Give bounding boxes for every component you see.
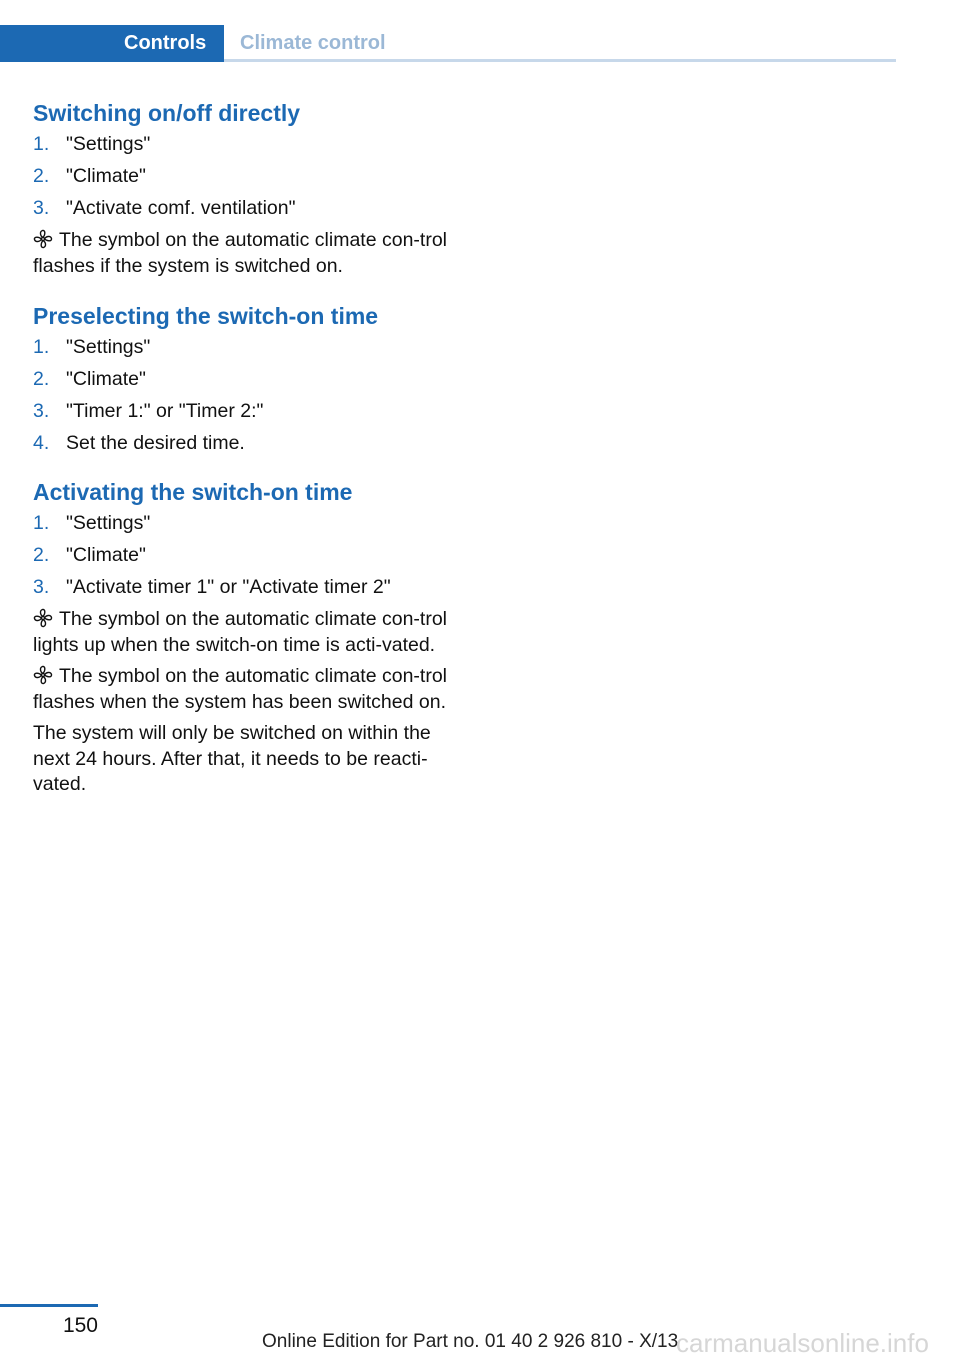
step-text: "Settings" — [66, 133, 151, 155]
step-number: 4. — [33, 432, 50, 454]
step-number: 3. — [33, 400, 50, 422]
step-text: "Settings" — [66, 336, 151, 358]
header-tab-climate-control: Climate control — [240, 32, 386, 54]
step-list — [33, 511, 448, 607]
step-number: 2. — [33, 368, 50, 390]
list-item — [33, 367, 448, 399]
edition-text: Online Edition for Part no. 01 40 2 926 810 - X/13 — [262, 1331, 679, 1352]
header-tab-controls: Controls — [0, 25, 224, 62]
fan-icon — [33, 229, 53, 249]
paragraph — [33, 607, 448, 658]
step-text: "Climate" — [66, 544, 146, 566]
list-item — [33, 196, 448, 228]
list-item — [33, 431, 448, 463]
step-number: 3. — [33, 576, 50, 598]
list-item — [33, 511, 448, 543]
step-text: "Timer 1:" or "Timer 2:" — [66, 400, 264, 422]
list-item — [33, 335, 448, 367]
paragraph-text: The symbol on the automatic climate con-trol lights up when the switch-on time is acti-vated. — [33, 608, 448, 656]
section-title: Activating the switch-on time — [33, 479, 353, 505]
list-item — [33, 543, 448, 575]
step-number: 3. — [33, 197, 50, 219]
list-item — [33, 132, 448, 164]
step-text: "Climate" — [66, 165, 146, 187]
paragraph-text: The symbol on the automatic climate con-trol flashes when the system has been switched on. — [33, 665, 448, 713]
paragraph-text: The system will only be switched on within the next 24 hours. After that, it needs to be reacti-vated. — [33, 722, 431, 795]
list-item — [33, 164, 448, 196]
step-text: Set the desired time. — [66, 432, 245, 454]
fan-icon — [33, 665, 53, 685]
section-title: Preselecting the switch-on time — [33, 303, 379, 329]
step-number: 2. — [33, 544, 50, 566]
step-list — [33, 132, 448, 228]
step-text: "Activate timer 1" or "Activate timer 2" — [66, 576, 391, 598]
paragraph — [33, 721, 448, 798]
step-number: 1. — [33, 512, 50, 534]
page-content — [33, 98, 448, 798]
step-text: "Activate comf. ventilation" — [66, 197, 296, 219]
watermark: carmanualsonline.info — [676, 1328, 929, 1358]
paragraph-text: The symbol on the automatic climate con-trol flashes if the system is switched on. — [33, 229, 448, 277]
footer-rule — [0, 1304, 98, 1307]
step-number: 1. — [33, 336, 50, 358]
header-rule — [224, 59, 896, 62]
step-list — [33, 335, 448, 463]
page-header — [0, 25, 896, 62]
paragraph — [33, 664, 448, 715]
step-number: 1. — [33, 133, 50, 155]
list-item — [33, 399, 448, 431]
page-number: 150 — [62, 1314, 98, 1337]
step-text: "Climate" — [66, 368, 146, 390]
section-title: Switching on/off directly — [33, 100, 301, 126]
list-item — [33, 575, 448, 607]
fan-icon — [33, 608, 53, 628]
step-text: "Settings" — [66, 512, 151, 534]
paragraph — [33, 228, 448, 279]
step-number: 2. — [33, 165, 50, 187]
